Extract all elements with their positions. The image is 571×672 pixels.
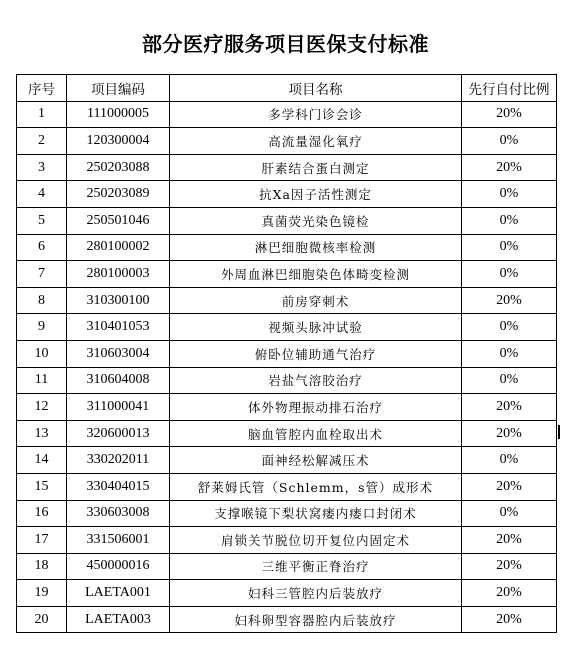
row-code-cell: 331506001: [67, 527, 170, 554]
row-name-cell: 淋巴细胞微核率检测: [170, 234, 462, 261]
table-body: [17, 101, 557, 633]
table-row: [17, 234, 557, 261]
table-row: [17, 261, 557, 288]
row-ratio-cell: 0%: [462, 447, 557, 474]
row-ratio-cell: 20%: [462, 527, 557, 554]
row-index-cell: 7: [17, 261, 67, 288]
table-row: [17, 606, 557, 633]
row-ratio-cell: 0%: [462, 340, 557, 367]
row-name-cell: 真菌荧光染色镜检: [170, 207, 462, 234]
row-ratio-cell: 20%: [462, 606, 557, 633]
row-name-cell: 妇科卵型容器腔内后装放疗: [170, 606, 462, 633]
row-index-cell: 13: [17, 420, 67, 447]
row-ratio-cell: 0%: [462, 500, 557, 527]
row-index-cell: 1: [17, 101, 67, 128]
row-name-cell: 体外物理振动排石治疗: [170, 394, 462, 421]
row-code-cell: 120300004: [67, 128, 170, 155]
table-row: [17, 207, 557, 234]
table-row: [17, 314, 557, 341]
row-ratio-cell: 20%: [462, 101, 557, 128]
row-index-cell: 8: [17, 287, 67, 314]
row-index-cell: 2: [17, 128, 67, 155]
header-index: 序号: [17, 75, 67, 102]
table-row: [17, 580, 557, 607]
row-name-cell: 三维平衡正脊治疗: [170, 553, 462, 580]
row-code-cell: 280100003: [67, 261, 170, 288]
row-code-cell: LAETA003: [67, 606, 170, 633]
row-code-cell: 250203089: [67, 181, 170, 208]
table-row: [17, 553, 557, 580]
table-row: [17, 287, 557, 314]
row-index-cell: 10: [17, 340, 67, 367]
row-ratio-cell: 20%: [462, 473, 557, 500]
row-index-cell: 19: [17, 580, 67, 607]
row-index-cell: 15: [17, 473, 67, 500]
table-header: [17, 75, 557, 102]
table-row: [17, 527, 557, 554]
row-name-cell: 抗Xa因子活性测定: [170, 181, 462, 208]
table-row: [17, 420, 557, 447]
row-name-cell: 多学科门诊会诊: [170, 101, 462, 128]
row-ratio-cell: 0%: [462, 234, 557, 261]
table-row: [17, 394, 557, 421]
row-ratio-cell: 20%: [462, 287, 557, 314]
row-code-cell: 111000005: [67, 101, 170, 128]
row-index-cell: 9: [17, 314, 67, 341]
row-name-cell: 妇科三管腔内后装放疗: [170, 580, 462, 607]
row-code-cell: 311000041: [67, 394, 170, 421]
row-code-cell: 320600013: [67, 420, 170, 447]
row-ratio-cell: 20%: [462, 553, 557, 580]
row-code-cell: LAETA001: [67, 580, 170, 607]
row-name-cell: 岩盐气溶胶治疗: [170, 367, 462, 394]
table-row: [17, 101, 557, 128]
row-code-cell: 310401053: [67, 314, 170, 341]
row-index-cell: 12: [17, 394, 67, 421]
edge-mark: [558, 425, 560, 439]
row-code-cell: 280100002: [67, 234, 170, 261]
row-index-cell: 16: [17, 500, 67, 527]
header-row: [17, 75, 557, 102]
row-name-cell: 脑血管腔内血栓取出术: [170, 420, 462, 447]
row-ratio-cell: 20%: [462, 420, 557, 447]
payment-standard-table: [16, 74, 557, 633]
row-ratio-cell: 20%: [462, 394, 557, 421]
row-name-cell: 视频头脉冲试验: [170, 314, 462, 341]
row-ratio-cell: 0%: [462, 207, 557, 234]
row-name-cell: 支撑喉镜下梨状窝瘘内瘘口封闭术: [170, 500, 462, 527]
row-code-cell: 330603008: [67, 500, 170, 527]
row-code-cell: 310300100: [67, 287, 170, 314]
table-row: [17, 447, 557, 474]
row-code-cell: 250203088: [67, 154, 170, 181]
row-code-cell: 330202011: [67, 447, 170, 474]
header-code: 项目编码: [67, 75, 170, 102]
row-code-cell: 310603004: [67, 340, 170, 367]
row-name-cell: 前房穿刺术: [170, 287, 462, 314]
row-code-cell: 250501046: [67, 207, 170, 234]
row-code-cell: 310604008: [67, 367, 170, 394]
row-index-cell: 11: [17, 367, 67, 394]
table-row: [17, 181, 557, 208]
row-name-cell: 舒莱姆氏管（Schlemm，s管）成形术: [170, 473, 462, 500]
row-index-cell: 6: [17, 234, 67, 261]
table-row: [17, 473, 557, 500]
table-row: [17, 154, 557, 181]
row-index-cell: 14: [17, 447, 67, 474]
table-row: [17, 340, 557, 367]
row-index-cell: 20: [17, 606, 67, 633]
row-ratio-cell: 0%: [462, 261, 557, 288]
row-ratio-cell: 20%: [462, 154, 557, 181]
row-ratio-cell: 20%: [462, 580, 557, 607]
row-name-cell: 高流量湿化氧疗: [170, 128, 462, 155]
row-ratio-cell: 0%: [462, 367, 557, 394]
row-name-cell: 面神经松解减压术: [170, 447, 462, 474]
row-ratio-cell: 0%: [462, 128, 557, 155]
row-code-cell: 450000016: [67, 553, 170, 580]
table-row: [17, 367, 557, 394]
row-index-cell: 4: [17, 181, 67, 208]
table-row: [17, 128, 557, 155]
row-code-cell: 330404015: [67, 473, 170, 500]
document-title: 部分医疗服务项目医保支付标准: [142, 32, 429, 56]
row-index-cell: 3: [17, 154, 67, 181]
row-name-cell: 俯卧位辅助通气治疗: [170, 340, 462, 367]
row-name-cell: 肩锁关节脱位切开复位内固定术: [170, 527, 462, 554]
row-index-cell: 5: [17, 207, 67, 234]
row-ratio-cell: 0%: [462, 314, 557, 341]
header-ratio: 先行自付比例: [462, 75, 557, 102]
row-name-cell: 肝素结合蛋白测定: [170, 154, 462, 181]
row-ratio-cell: 0%: [462, 181, 557, 208]
table-row: [17, 500, 557, 527]
header-name: 项目名称: [170, 75, 462, 102]
row-index-cell: 17: [17, 527, 67, 554]
row-index-cell: 18: [17, 553, 67, 580]
row-name-cell: 外周血淋巴细胞染色体畸变检测: [170, 261, 462, 288]
